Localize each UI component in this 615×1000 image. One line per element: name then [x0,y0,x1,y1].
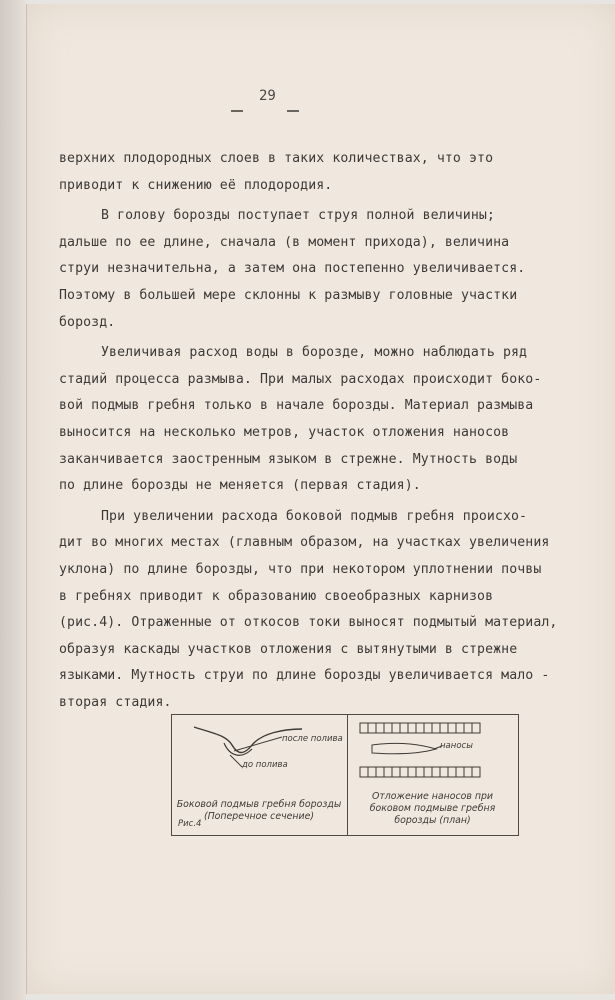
text-line: вой подмыв гребня только в начале борозды. Материал размыва [59,398,534,414]
text-line: уклона) по длине борозды, что при некотором уплотнении почвы [59,561,542,577]
figure-4 [171,714,519,836]
paragraph-4 [59,504,571,717]
text-line: выносится на несколько метров, участок отложения наносов [59,424,510,440]
text-line: борозд. [59,314,116,330]
paragraph-3 [59,340,571,500]
text-line: Поэтому в большей мере склонны к размыву головные участки [59,287,518,303]
text-line: в гребнях приводит к образованию своеобразных карнизов [59,588,494,604]
text-line: В голову борозды поступает струя полной величины; [101,208,495,224]
text-line: приводит к снижению её плодородия. [59,177,333,193]
text-line: При увеличении расхода боковой подмыв гребня происхо- [101,508,528,524]
text-line: струи незначительна, а затем она постепенно увеличивается. [59,261,526,277]
text-line: Увеличивая расход воды в борозде, можно наблюдать ряд [101,345,528,361]
page-number-dash-left [231,110,243,112]
text-line: по длине борозды не меняется (первая стадия). [59,478,421,494]
paragraph-1 [59,146,571,199]
text-line: заканчивается заостренным языком в стрежне. Мутность воды [59,451,518,467]
text-line: образуя каскады участков отложения с вытянутыми в стрежне [59,641,518,657]
page-number-dash-right [287,110,299,112]
binding-margin [0,0,26,1000]
text-line: стадий процесса размыва. При малых расходах происходит боко- [59,371,542,387]
figure-label: Рис.4 [178,819,202,829]
label-before-irrigation: до полива [242,760,288,770]
text-line: языками. Мутность струи по длине борозды увеличивается мало - [59,668,550,684]
paragraph-2 [59,203,571,336]
text-line: (рис.4). Отраженные от откосов токи выносят подмытый материал, [59,615,558,631]
text-line: вторая стадия. [59,694,172,710]
text-line: дит во многих местах (главным образом, на участках увеличения [59,535,550,551]
label-after-irrigation: после полива [282,734,343,744]
body-text [59,146,571,720]
label-sediment: наносы [440,741,473,751]
figure-caption-left: Боковой подмыв гребня борозды (Поперечное сечение) [176,799,342,822]
page-number: 29 [259,88,276,104]
text-line: дальше по ее длине, сначала (в момент прихода), величина [59,234,510,250]
figure-caption-right: Отложение наносов при боковом подмыве гребня борозды (план) [369,791,496,826]
document-sheet [26,4,615,994]
text-line: верхних плодородных слоев в таких количествах, что это [59,151,494,166]
